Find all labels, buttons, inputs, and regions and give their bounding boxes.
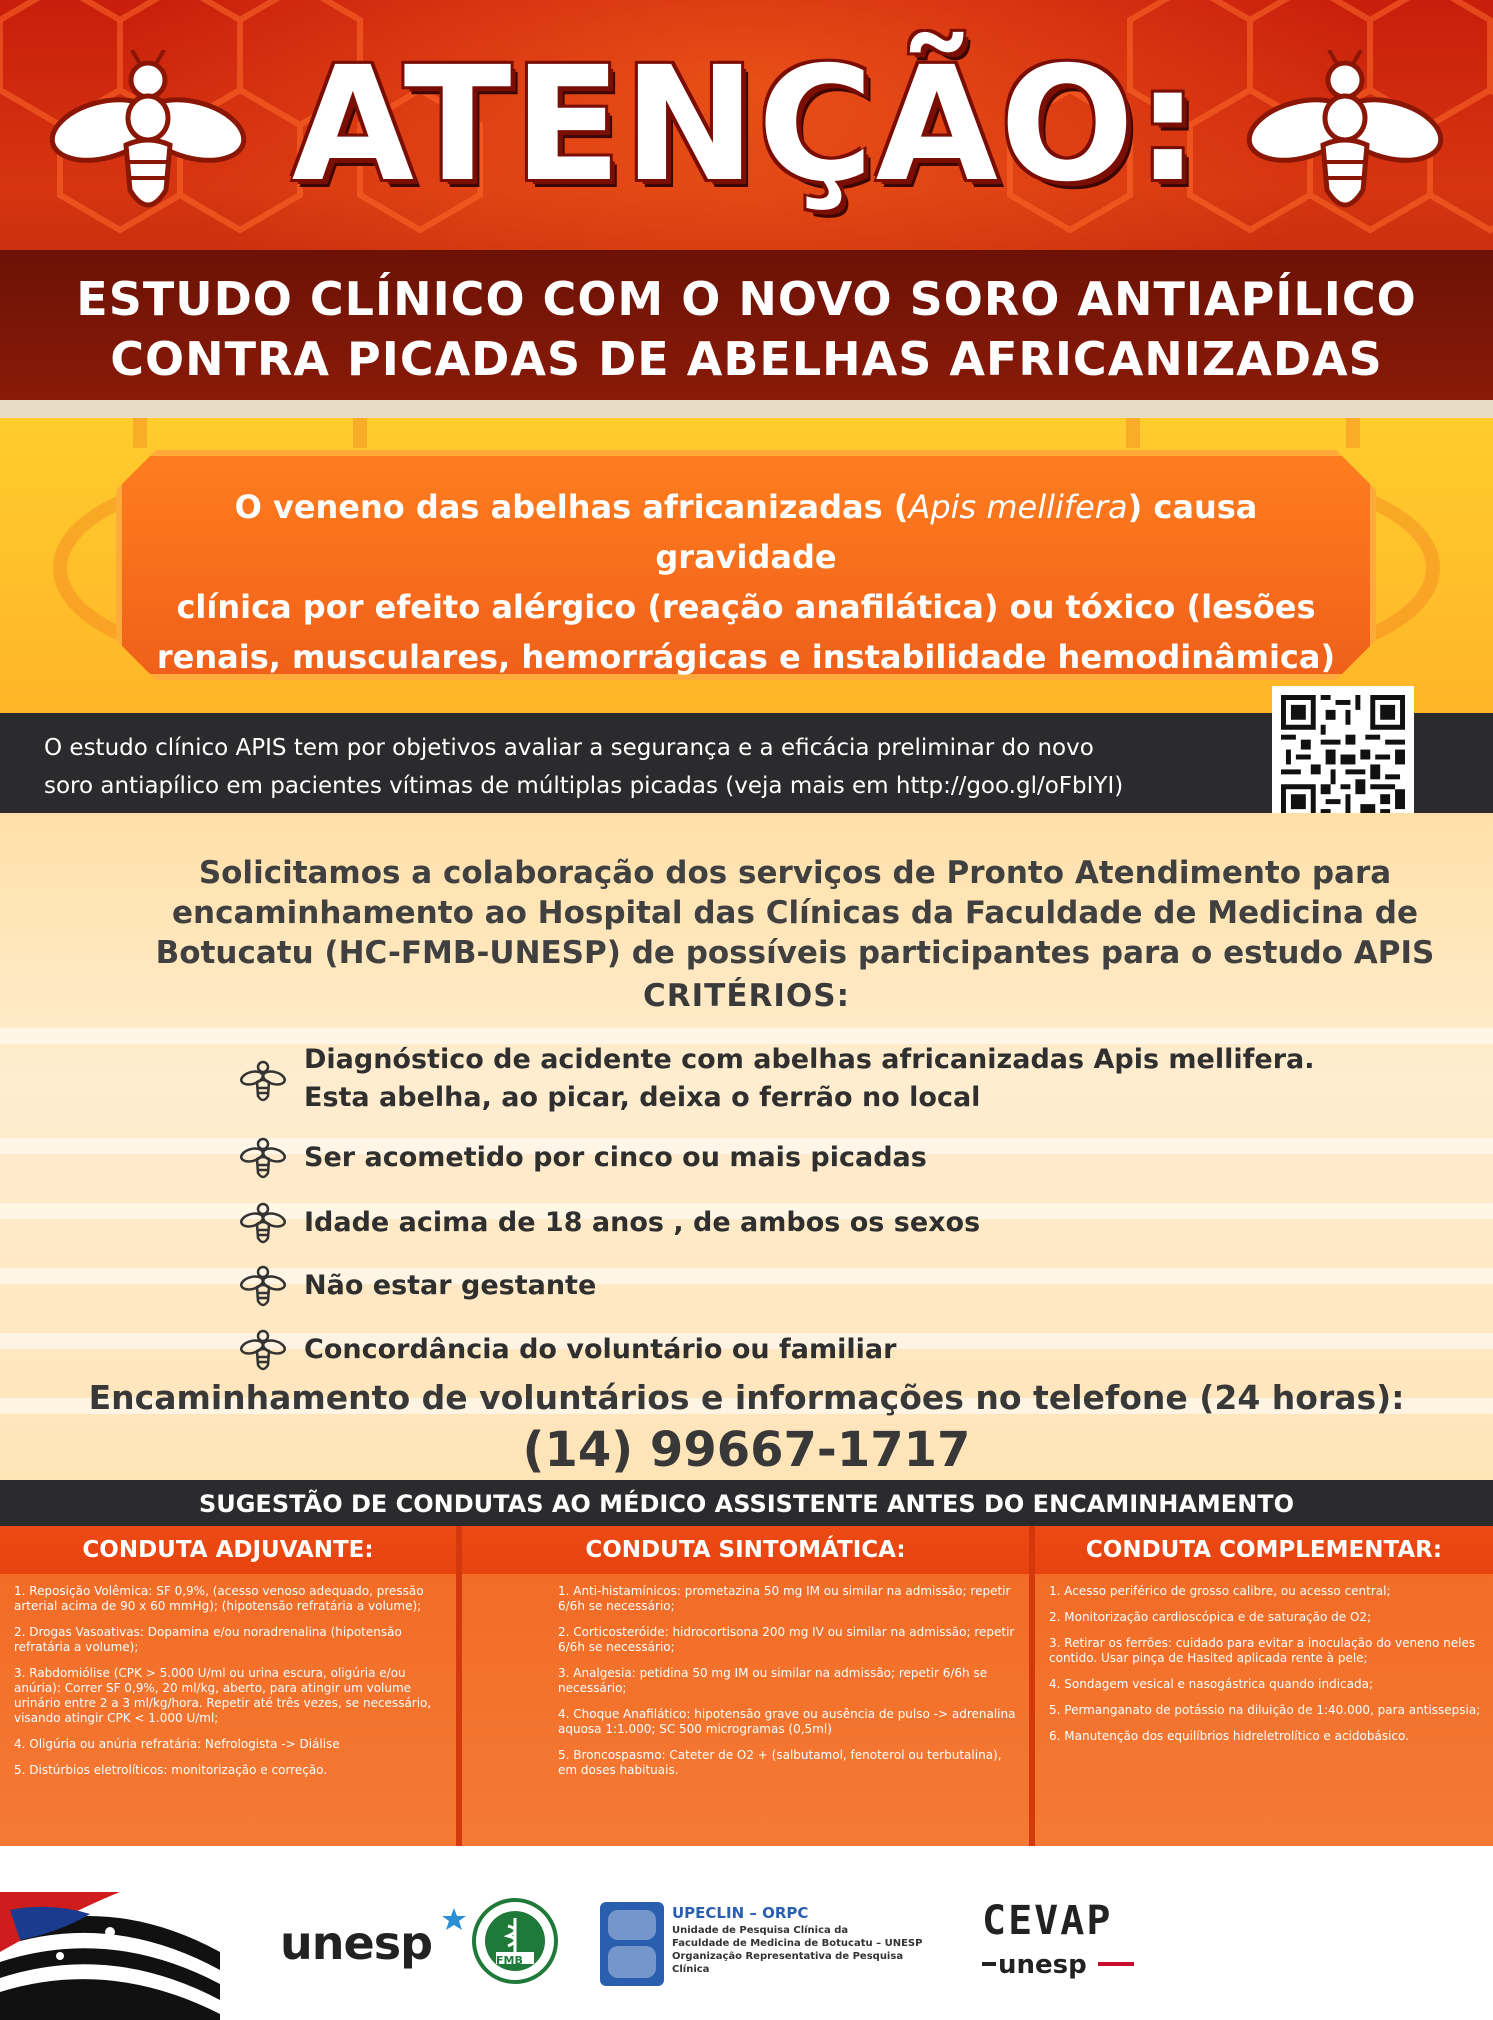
unesp-logo: unesp (280, 1916, 433, 1970)
bee-icon (240, 1135, 286, 1181)
criteria-text-1b: Esta abelha, ao picar, deixa o ferrão no local (304, 1082, 981, 1113)
conduct-item: 4. Oligúria ou anúria refratária: Nefrologista -> Diálise (14, 1737, 340, 1751)
conduct-item: 5. Distúrbios eletrolíticos: monitorização e correção. (14, 1763, 328, 1777)
venom-line-3: renais, musculares, hemorrágicas e instabilidade hemodinâmica) (156, 638, 1336, 676)
criteria-text-3: Idade acima de 18 anos , de ambos os sexos (304, 1207, 981, 1238)
conduct-item: 1. Anti-histamínicos: prometazina 50 mg IM ou similar na admissão; repetir 6/6h se necessário; (558, 1584, 1011, 1613)
conduct-item: 5. Broncospasmo: Cateter de O2 + (salbutamol, fenoterol ou terbutalina), em doses habituais. (558, 1748, 1002, 1777)
cevap-wordmark: CEVAP (982, 1898, 1113, 1944)
conduct-item: 1. Reposição Volêmica: SF 0,9%, (acesso venoso adequado, pressão arterial acima de 90 x 60 mmHg); (hipotensão refratária a volume); (14, 1584, 424, 1613)
conducts-section (0, 1526, 1493, 1846)
criteria-text-1a: Diagnóstico de acidente com abelhas africanizadas Apis mellifera. (304, 1044, 1315, 1075)
objective-text (44, 729, 1234, 805)
fmb-logo-icon (472, 1898, 558, 1984)
upeclin-name: UPECLIN – ORPC (672, 1904, 809, 1922)
conduct-list (558, 1584, 1019, 1789)
request-text (150, 853, 1440, 973)
subtitle-band (0, 250, 1493, 400)
bee-icon (240, 1263, 286, 1309)
conduct-item: 3. Retirar os ferrões: cuidado para evitar a inoculação do veneno neles contido. Usar pinça de Hasited aplicada rente à pele; (1049, 1636, 1476, 1665)
criteria-title: CRITÉRIOS: (643, 978, 850, 1014)
criteria-text-5: Concordância do voluntário ou familiar (304, 1334, 897, 1365)
conduct-list (1049, 1584, 1483, 1755)
conduct-item: 2. Corticosteróide: hidrocortisona 200 mg IV ou similar na admissão; repetir 6/6h se necessário; (558, 1625, 1015, 1654)
conduct-column-complementar (1035, 1526, 1493, 1846)
upeclin-icon (600, 1902, 664, 1986)
conduct-item: 3. Rabdomiólise (CPK > 5.000 U/ml ou urina escura, oligúria e/ou anúria): Correr SF 0,9%, 20 ml/kg, aberto, para atingir um volume urinário entre 2 a 3 ml/kg/hora. Repetir até três vezes, se necessário, visando atingir CPK < 1.000 U/ml; (14, 1666, 432, 1725)
conduct-column-adjuvante (0, 1526, 456, 1846)
objective-line-2: soro antiapílico em pacientes vítimas de múltiplas picadas (veja mais em http://goo.gl/oFbIYI) (44, 773, 1124, 799)
qr-code-icon (1281, 695, 1405, 819)
subtitle-line-2: CONTRA PICADAS DE ABELHAS AFRICANIZADAS (110, 332, 1383, 386)
header-divider (0, 400, 1493, 418)
criteria-text-2: Ser acometido por cinco ou mais picadas (304, 1142, 927, 1173)
bee-icon (240, 1327, 286, 1373)
phone-number[interactable]: (14) 99667-1717 (522, 1422, 971, 1478)
objective-line-1: O estudo clínico APIS tem por objetivos avaliar a segurança e a eficácia preliminar do novo (44, 735, 1094, 761)
criteria-text-4: Não estar gestante (304, 1270, 597, 1301)
request-line-2: encaminhamento ao Hospital das Clínicas da Faculdade de Medicina de (171, 895, 1418, 931)
contact-text: Encaminhamento de voluntários e informações no telefone (24 horas): (88, 1378, 1405, 1417)
conduct-title: CONDUTA SINTOMÁTICA: (462, 1526, 1029, 1574)
upeclin-logo (600, 1902, 930, 1992)
conduct-title: CONDUTA ADJUVANTE: (0, 1526, 456, 1574)
conduct-column-sintomatica (462, 1526, 1029, 1846)
venom-line-1: O veneno das abelhas africanizadas (Apis mellifera) causa gravidade (234, 488, 1258, 576)
unesp-star-icon (440, 1908, 468, 1932)
header (0, 0, 1493, 418)
conduct-item: 1. Acesso periférico de grosso calibre, ou acesso central; (1049, 1584, 1391, 1598)
conduct-item: 2. Monitorização cardioscópica e de saturação de O2; (1049, 1610, 1372, 1624)
fmb-label: FMB (496, 1954, 523, 1967)
species-name: Apis mellifera (908, 488, 1128, 526)
cevap-line-right (1098, 1962, 1134, 1966)
upeclin-description: Unidade de Pesquisa Clínica da Faculdade de Medicina de Botucatu – UNESP Organização Representativa de Pesquisa Clínica (672, 1925, 923, 1975)
conduct-item: 4. Sondagem vesical e nasogástrica quando indicada; (1049, 1677, 1373, 1691)
request-line-1: Solicitamos a colaboração dos serviços de Pronto Atendimento para (198, 855, 1392, 891)
stripe (0, 1268, 1493, 1284)
venom-description (140, 482, 1352, 682)
conduct-title: CONDUTA COMPLEMENTAR: (1035, 1526, 1493, 1574)
cevap-unesp: unesp (998, 1950, 1087, 1980)
conduct-list (14, 1584, 446, 1789)
conduct-item: 2. Drogas Vasoativas: Dopamina e/ou noradrenalina (hipotensão refratária a volume); (14, 1625, 402, 1654)
page-title: ATENÇÃO: (291, 33, 1202, 217)
suggestion-title: SUGESTÃO DE CONDUTAS AO MÉDICO ASSISTENTE ANTES DO ENCAMINHAMENTO (198, 1490, 1295, 1518)
cevap-logo (978, 1898, 1138, 1988)
bee-icon (240, 1200, 286, 1246)
subtitle-line-1: ESTUDO CLÍNICO COM O NOVO SORO ANTIAPÍLICO (76, 272, 1417, 326)
suggestion-band (0, 1480, 1493, 1526)
footer (0, 1862, 1493, 2020)
venom-line-2: clínica por efeito alérgico (reação anafilática) ou tóxico (lesões (176, 588, 1316, 626)
qr-code[interactable] (1272, 686, 1414, 828)
objective-band (0, 713, 1493, 813)
conduct-item: 6. Manutenção dos equilíbrios hidreletrolítico e acidobásico. (1049, 1729, 1409, 1743)
conduct-item: 4. Choque Anafilático: hipotensão grave ou ausência de pulso -> adrenalina aquosa 1:1.000; SC 500 microgramas (0,5ml) (558, 1707, 1016, 1736)
sao-paulo-flag-icon (0, 1892, 220, 2020)
request-line-3: Botucatu (HC-FMB-UNESP) de possíveis participantes para o estudo APIS (155, 935, 1435, 971)
conduct-item: 3. Analgesia: petidina 50 mg IM ou similar na admissão; repetir 6/6h se necessário; (558, 1666, 988, 1695)
conduct-item: 5. Permanganato de potássio na diluição de 1:40.000, para antissepsia; (1049, 1703, 1481, 1717)
cevap-line-left (982, 1962, 996, 1966)
bee-icon (240, 1058, 286, 1104)
